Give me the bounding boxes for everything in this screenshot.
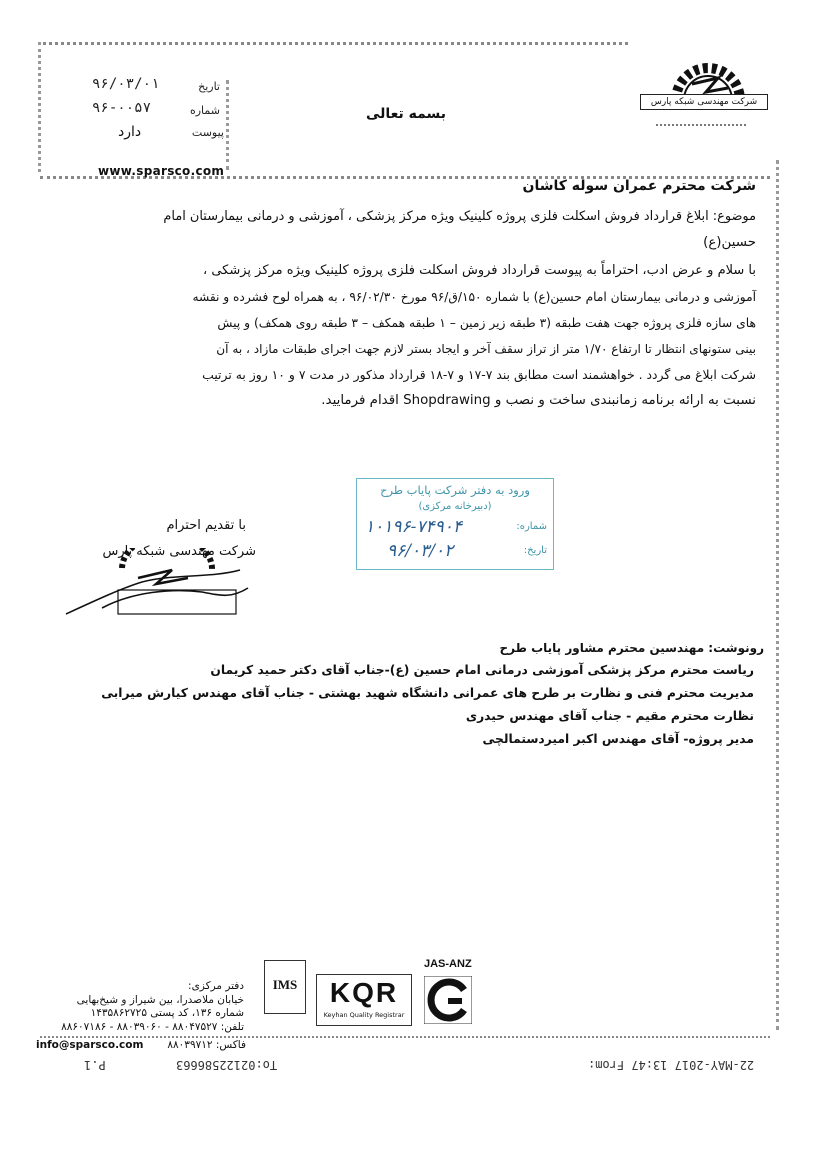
footer-address	[34, 980, 244, 1034]
cc-line: مدیریت محترم فنی و نظارت بر طرح های عمرانی دانشگاه شهید بهشتی - جناب آقای مهندس کیارش میرابی	[101, 686, 754, 700]
stamp-date-value: ۹۶/۰۳/۰۲	[387, 541, 454, 561]
attachment-label: پیوست	[191, 126, 224, 139]
recipient: شرکت محترم عمران سوله کاشان	[522, 178, 756, 194]
footer-divider	[40, 1036, 770, 1038]
company-logo-label: شرکت مهندسی شبکه پارس	[640, 94, 768, 110]
right-border	[776, 160, 779, 1030]
fax-stamp-left: P.1	[84, 1058, 106, 1072]
date-label: تاریخ	[198, 80, 220, 93]
fax-stamp-right: 22-MAY-2017 13:47 From:	[588, 1058, 755, 1072]
left-border	[38, 42, 41, 172]
company-logo	[636, 38, 776, 138]
footer-fax: فاکس: ۸۸۰۳۹۷۱۲	[167, 1039, 246, 1051]
stamp-subtitle: (دبیرخانه مرکزی)	[418, 501, 492, 512]
top-border	[38, 42, 628, 45]
jas-anz-icon	[424, 976, 472, 1024]
number-label: شماره	[189, 104, 220, 117]
address-line: شماره ۱۳۶، کد پستی ۱۴۳۵۸۶۲۷۲۵	[90, 1007, 244, 1019]
basmala: بسمه تعالی	[365, 106, 447, 122]
date-value: ۹۶/۰۳/۰۱	[92, 76, 160, 92]
header-meta	[90, 76, 230, 146]
stamp-date-label: تاریخ:	[523, 545, 547, 556]
body-line: با سلام و عرض ادب، احتراماً به پیوست قرارداد فروش اسکلت فلزی پروژه کلینیک ویژه مرکز پزشکی ،	[202, 263, 756, 278]
logo-underline	[656, 124, 746, 126]
kqr-logo	[316, 974, 412, 1026]
kqr-text: KQR	[329, 977, 399, 1008]
cc-line: ریاست محترم مرکز پزشکی آموزشی درمانی امام حسین (ع)-جناب آقای دکتر حمید کریمان	[210, 663, 754, 677]
stamp-number-value: ۱۰۱۹۶-۷۴۹۰۴	[365, 517, 463, 537]
stamp-title: ورود به دفتر شرکت پایاب طرح	[380, 483, 530, 497]
signature-stamp-icon	[62, 548, 252, 628]
letter-body	[30, 258, 756, 414]
kqr-caption: Keyhan Quality Registrar	[323, 1011, 405, 1019]
cc-list	[101, 663, 754, 755]
website: www.sparsco.com	[98, 164, 225, 178]
reception-stamp	[356, 478, 554, 570]
ims-logo	[264, 960, 306, 1014]
fax-stamp-mid: To:02122586663	[176, 1058, 278, 1072]
gear-logo-icon	[636, 38, 776, 138]
address-line: خیابان ملاصدرا، بین شیراز و شیخ‌بهایی	[76, 993, 244, 1006]
body-line: آموزشی و درمانی بیمارستان امام حسین(ع) با شماره ۱۵۰/ق/۹۶ مورخ ۹۶/۰۲/۳۰ ، به همراه لوح فشرده و نقشه	[192, 290, 756, 304]
body-line: شرکت ابلاغ می گردد . خواهشمند است مطابق بند ۷-۱۷ و ۷-۱۸ قرارداد مذکور در مدت ۷ و ۱۰ روز به ترتیب	[202, 367, 756, 382]
stamp-number-label: شماره:	[516, 521, 547, 532]
number-value: ۹۶-۰۰۵۷	[92, 100, 152, 116]
closing: با تقدیم احترام	[166, 518, 246, 533]
office-title: دفتر مرکزی:	[188, 980, 244, 992]
body-line: های سازه فلزی پروژه جهت هفت طبقه (۳ طبقه زیر زمین – ۱ طبقه همکف – ۳ طبقه روی همکف) و پیش	[217, 316, 756, 330]
body-line: نسبت به ارائه برنامه زمانبندی ساخت و نصب و Shopdrawing اقدام فرمایید.	[321, 393, 756, 408]
cc-heading: رونوشت: مهندسین محترم مشاور پایاب طرح	[499, 641, 764, 655]
cc-line: مدیر پروژه- آقای مهندس اکبر امیردستمالچی	[482, 732, 754, 746]
body-line: بینی ستونهای انتظار تا ارتفاع ۱/۷۰ متر از تراز سقف آخر و ایجاد بستر لازم جهت اجرای طبقات مازاد ، به آن	[216, 342, 756, 356]
jas-anz-label: JAS-ANZ	[424, 958, 472, 970]
signatory-company: شرکت مهندسی شبکه پارس	[102, 544, 256, 559]
subject-line-1: موضوع: ابلاغ قرارداد فروش اسکلت فلزی پروژه کلینیک ویژه مرکز پزشکی ، آموزشی و درمانی بیمارستان امام	[163, 209, 756, 224]
cc-line: نظارت محترم مقیم - جناب آقای مهندس حیدری	[465, 709, 754, 723]
footer-email: info@sparsco.com	[36, 1039, 144, 1051]
subject-line-2: حسین(ع)	[703, 235, 756, 250]
ims-text: IMS	[272, 977, 298, 992]
attachment-value: دارد	[118, 124, 142, 140]
phone-line: تلفن: ۸۸۰۴۷۵۲۷ - ۸۸۰۳۹۰۶۰ - ۸۸۶۰۷۱۸۶	[61, 1020, 244, 1033]
